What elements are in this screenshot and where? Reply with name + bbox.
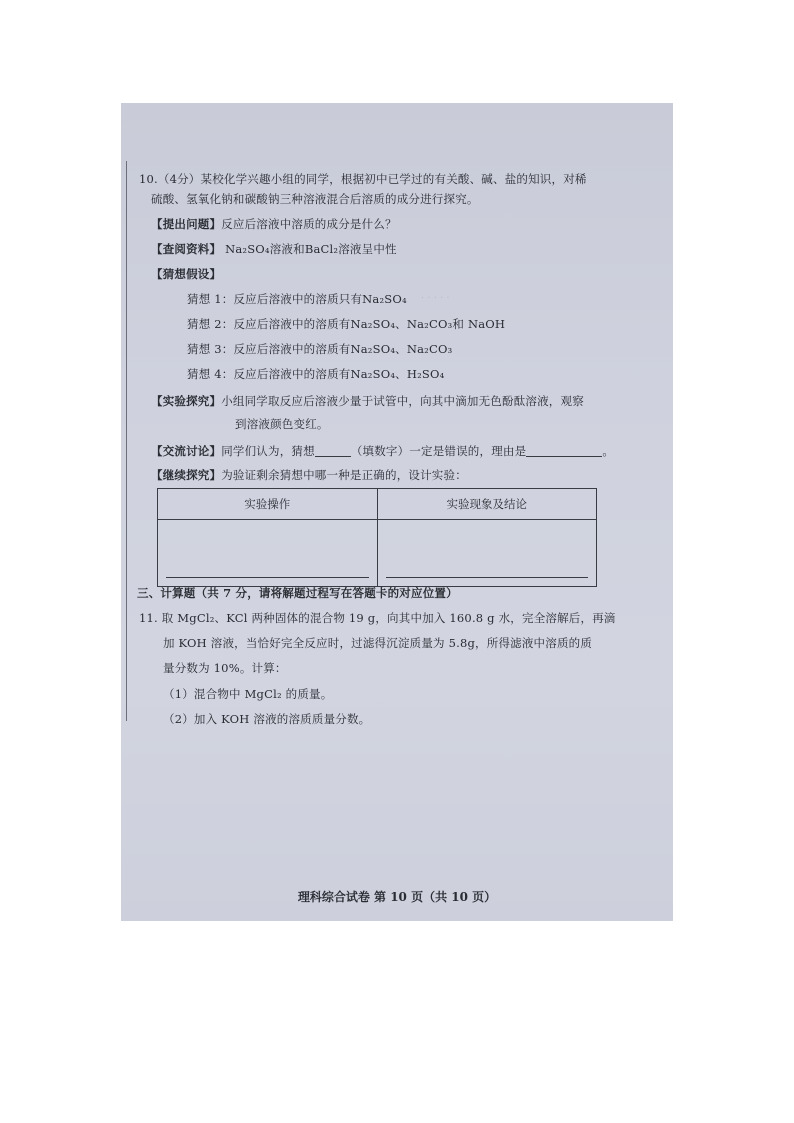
- chem-bacl2: BaCl₂: [304, 242, 339, 256]
- jixu-tag: 【继续探究】: [151, 468, 222, 482]
- phenomenon-answer-cell[interactable]: [377, 520, 597, 587]
- chayue-text: 溶液和: [269, 242, 305, 256]
- shiyan-text2: 到溶液颜色变红。: [235, 417, 329, 431]
- separator: 、: [395, 342, 407, 356]
- q10-line2: 硫酸、氢氧化钠和碳酸钠三种溶液混合后溶质的成分进行探究。: [151, 192, 479, 206]
- reason-blank[interactable]: [526, 445, 602, 457]
- chem-na2co3: Na₂CO₃: [406, 342, 453, 356]
- guess-1-text: 猜想 1：反应后溶液中的溶质只有: [187, 292, 363, 306]
- guess-4-text: 猜想 4：反应后溶液中的溶质有: [187, 367, 351, 381]
- jixu-text: 为验证剩余猜想中哪一种是正确的，设计实验：: [221, 468, 467, 482]
- guess-2-text: 猜想 2：反应后溶液中的溶质有: [187, 317, 351, 331]
- header-phenomenon: 实验现象及结论: [377, 489, 597, 520]
- tiwen-text: 反应后溶液中溶质的成分是什么？: [221, 217, 397, 231]
- chayue-end: 溶液呈中性: [338, 242, 397, 256]
- chayue-tag: 【查阅资料】: [151, 242, 222, 256]
- q11-line3: 量分数为 10%。计算：: [163, 661, 287, 675]
- jiaoliu-b: （填数字）一定是错误的，理由是: [350, 444, 527, 458]
- chayue-row: [151, 241, 397, 257]
- guess-2: [187, 316, 505, 332]
- tiwen-tag: 【提出问题】: [151, 217, 222, 231]
- chem-na2so4: Na₂SO₄: [362, 292, 407, 306]
- separator: 、: [395, 367, 407, 381]
- jixu-row: [151, 467, 467, 483]
- tiwen-row: [151, 216, 397, 232]
- shiyan-tag: 【实验探究】: [151, 394, 222, 408]
- chem-na2so4: Na₂SO₄: [350, 317, 396, 331]
- guess-1: [187, 291, 407, 307]
- jiaoliu-tag: 【交流讨论】: [151, 444, 222, 458]
- guess-4: [187, 366, 444, 382]
- guess-number-blank[interactable]: [315, 445, 351, 457]
- guess-3: [187, 341, 452, 357]
- jiaoliu-a: 同学们认为，猜想: [221, 444, 315, 458]
- show-through-text: · · · · ·: [421, 293, 450, 304]
- chem-h2so4: H₂SO₄: [406, 367, 445, 381]
- q10-line1: 10.（4分）某校化学兴趣小组的同学，根据初中已学过的有关酸、碱、盐的知识，对稀: [139, 172, 587, 186]
- chem-na2so4: Na₂SO₄: [225, 242, 270, 256]
- table-header-row: [158, 489, 597, 520]
- operation-answer-cell[interactable]: [158, 520, 378, 587]
- chem-na2so4: Na₂SO₄: [350, 342, 396, 356]
- section-3-heading: 三、计算题（共 7 分，请将解题过程写在答题卡的对应位置）: [137, 586, 458, 600]
- q11-sub2: （2）加入 KOH 溶液的溶质质量分数。: [163, 712, 371, 726]
- q11-line1: 11. 取 MgCl₂、KCl 两种固体的混合物 19 g，向其中加入 160.8 g 水，完全溶解后，再滴: [139, 611, 616, 625]
- chem-na2co3: Na₂CO₃: [406, 317, 453, 331]
- guess-3-text: 猜想 3：反应后溶液中的溶质有: [187, 342, 351, 356]
- separator: 、: [395, 317, 407, 331]
- caixiang-tag: 【猜想假设】: [151, 267, 222, 281]
- table-row: [158, 520, 597, 587]
- experiment-table: [157, 488, 597, 587]
- document-photo: [121, 103, 673, 921]
- chem-na2so4: Na₂SO₄: [350, 367, 396, 381]
- guess-2-and: 和 NaOH: [452, 317, 506, 331]
- jiaoliu-row: 【交流讨论】同学们认为，猜想 （填数字）一定是错误的，理由是 。: [151, 444, 615, 458]
- q11-sub1: （1）混合物中 MgCl₂ 的质量。: [163, 687, 333, 701]
- binding-margin-line: [126, 161, 127, 721]
- page-footer: 理科综合试卷 第 10 页（共 10 页）: [297, 890, 497, 904]
- shiyan-text1: 小组同学取反应后溶液少量于试管中，向其中滴加无色酚酞溶液，观察: [221, 394, 584, 408]
- shiyan-row: [151, 393, 584, 409]
- header-operation: 实验操作: [158, 489, 378, 520]
- q11-line2: 加 KOH 溶液，当恰好完全反应时，过滤得沉淀质量为 5.8g，所得滤液中溶质的质: [163, 636, 593, 650]
